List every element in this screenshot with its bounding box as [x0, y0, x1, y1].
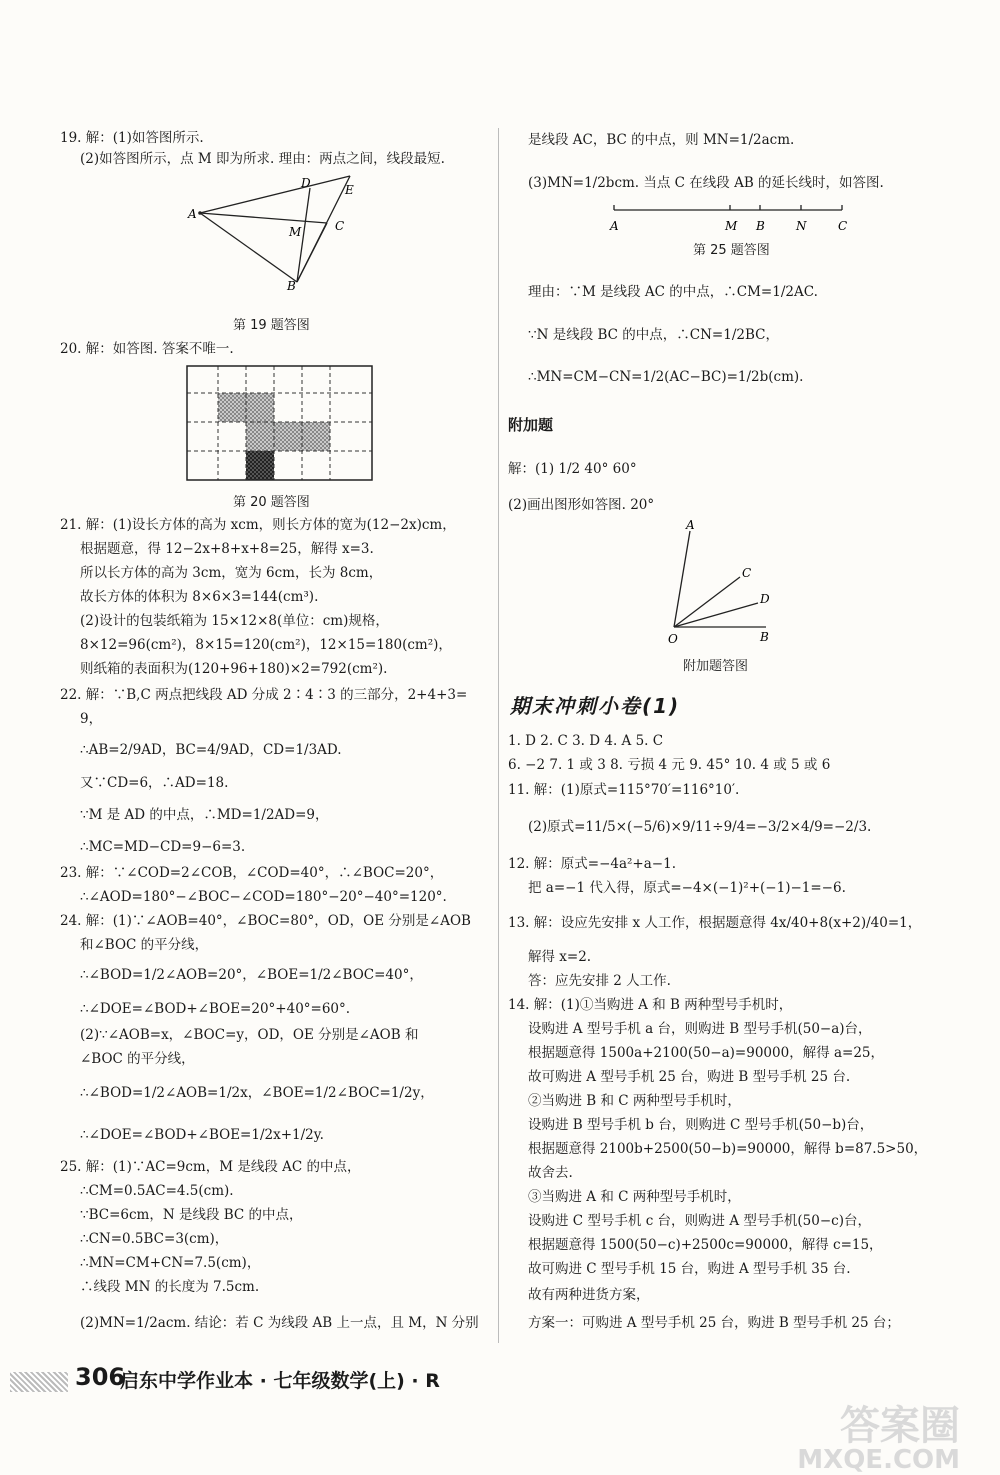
- q25-cont-line1: 是线段 AC，BC 的中点，则 MN=1/2acm.: [528, 132, 795, 148]
- q25-reason-line3: ∴MN=CM−CN=1/2(AC−BC)=1/2b(cm).: [528, 369, 804, 385]
- column-divider: [498, 128, 499, 1343]
- extra-question-title: 附加题: [508, 416, 554, 434]
- extra-label-C: C: [742, 566, 752, 580]
- q19-label-M: M: [289, 225, 302, 239]
- q25-line6: ∴线段 MN 的长度为 7.5cm.: [80, 1279, 260, 1295]
- extra-figure: [660, 515, 780, 650]
- q13-line2: 解得 x=2.: [528, 949, 592, 965]
- q22-line5: ∵M 是 AD 的中点，∴MD=1/2AD=9，: [80, 807, 329, 823]
- q24-line1: 24. 解：(1)∵∠AOB=40°，∠BOC=80°，OD，OE 分别是∠AOB: [60, 913, 471, 929]
- q19-caption: 第 19 题答图: [233, 318, 310, 333]
- q21-line1: 21. 解：(1)设长方体的高为 xcm，则长方体的宽为(12−2x)cm，: [60, 517, 456, 533]
- q24-line8: ∴∠DOE=∠BOD+∠BOE=1/2x+1/2y.: [80, 1127, 324, 1143]
- q25-figure: [600, 200, 860, 236]
- q22-line6: ∴MC=MD−CD=9−6=3.: [80, 839, 246, 855]
- q19-label-C: C: [335, 219, 345, 233]
- q14-line13: 故有两种进货方案，: [528, 1287, 650, 1303]
- extra-caption: 附加题答图: [683, 659, 749, 674]
- q11-line1: 11. 解：(1)原式=115°70′=116°10′.: [508, 782, 740, 798]
- q25-reason-line2: ∵N 是线段 BC 的中点，∴CN=1/2BC，: [528, 327, 779, 343]
- q24-line4: ∴∠DOE=∠BOD+∠BOE=20°+40°=60°.: [80, 1001, 351, 1017]
- q21-line4: 故长方体的体积为 8×6×3=144(cm³).: [80, 589, 319, 605]
- footer-pattern: [10, 1372, 68, 1392]
- q25-line5: ∴MN=CM+CN=7.5(cm)，: [80, 1255, 261, 1271]
- q12-line1: 12. 解：原式=−4a²+a−1.: [508, 856, 676, 872]
- q21-line5: (2)设计的包装纸箱为 15×12×8(单位：cm)规格，: [80, 613, 389, 629]
- q22-line4: 又∵CD=6，∴AD=18.: [80, 775, 229, 791]
- q13-line1: 13. 解：设应先安排 x 人工作，根据题意得 4x/40+8(x+2)/40=1，: [508, 915, 922, 931]
- q22-line3: ∴AB=2/9AD，BC=4/9AD，CD=1/3AD.: [80, 742, 342, 758]
- extra-label-A: A: [686, 518, 695, 532]
- section-title: 期末冲刺小卷(1): [510, 694, 681, 718]
- q25-line4: ∴CN=0.5BC=3(cm)，: [80, 1231, 229, 1247]
- q12-line2: 把 a=−1 代入得，原式=−4×(−1)²+(−1)−1=−6.: [528, 880, 846, 896]
- q25-label-M: M: [725, 219, 738, 233]
- q14-line11: 根据题意得 1500(50−c)+2500c=90000，解得 c=15，: [528, 1237, 883, 1253]
- extra-label-D: D: [760, 592, 770, 606]
- q14-line4: 故可购进 A 型号手机 25 台，购进 B 型号手机 25 台.: [528, 1069, 851, 1085]
- q25-line3: ∵BC=6cm，N 是线段 BC 的中点，: [80, 1207, 303, 1223]
- q19-figure: [185, 170, 375, 295]
- q19-label-D: D: [301, 176, 311, 190]
- q20-caption: 第 20 题答图: [233, 495, 310, 510]
- q25-label-C: C: [838, 219, 848, 233]
- q25-label-A: A: [610, 219, 619, 233]
- page-number: 306: [75, 1363, 126, 1391]
- q25-cont-line2: (3)MN=1/2bcm. 当点 C 在线段 AB 的延长线时，如答图.: [528, 175, 884, 191]
- q23-line1: 23. 解：∵∠COD=2∠COB，∠COD=40°，∴∠BOC=20°，: [60, 865, 444, 881]
- q14-line5: ②当购进 B 和 C 两种型号手机时，: [528, 1093, 741, 1109]
- extra-label-B: B: [760, 630, 769, 644]
- q25-label-N: N: [796, 219, 807, 233]
- q14-line3: 根据题意得 1500a+2100(50−a)=90000，解得 a=25，: [528, 1045, 885, 1061]
- q13-line3: 答：应先安排 2 人工作.: [528, 973, 671, 989]
- q19-label-B: B: [287, 279, 296, 293]
- footer-title: 启东中学作业本 · 七年级数学(上) · R: [120, 1370, 440, 1392]
- q23-line2: ∴∠AOD=180°−∠BOC−∠COD=180°−20°−40°=120°.: [80, 889, 447, 905]
- q25-line1: 25. 解：(1)∵AC=9cm，M 是线段 AC 的中点，: [60, 1159, 361, 1175]
- q21-line3: 所以长方体的高为 3cm，宽为 6cm，长为 8cm，: [80, 565, 383, 581]
- q25-line7: (2)MN=1/2acm. 结论：若 C 为线段 AB 上一点，且 M，N 分别: [80, 1315, 479, 1331]
- q25-line2: ∴CM=0.5AC=4.5(cm).: [80, 1183, 234, 1199]
- q19-label-A: A: [188, 207, 197, 221]
- q14-line14: 方案一：可购进 A 型号手机 25 台，购进 B 型号手机 25 台；: [528, 1315, 900, 1331]
- q19-line1: 19. 解：(1)如答图所示.: [60, 130, 204, 146]
- watermark-url: MXQE.COM: [797, 1445, 960, 1475]
- q25-caption: 第 25 题答图: [693, 243, 770, 258]
- q24-line2: 和∠BOC 的平分线，: [80, 937, 209, 953]
- answers-line2: 6. −2 7. 1 或 3 8. 亏损 4 元 9. 45° 10. 4 或 5 或 6: [508, 757, 831, 773]
- q14-line1: 14. 解：(1)①当购进 A 和 B 两种型号手机时，: [508, 997, 793, 1013]
- q24-line7: ∴∠BOD=1/2∠AOB=1/2x，∠BOE=1/2∠BOC=1/2y，: [80, 1085, 434, 1101]
- q24-line6: ∠BOC 的平分线，: [80, 1051, 195, 1067]
- q22-line2: 9，: [80, 711, 103, 727]
- q14-line6: 设购进 B 型号手机 b 台，则购进 C 型号手机(50−b)台，: [528, 1117, 874, 1133]
- q22-line1: 22. 解：∵B,C 两点把线段 AD 分成 2∶4∶3 的三部分，2+4+3=: [60, 687, 468, 703]
- answers-line1: 1. D 2. C 3. D 4. A 5. C: [508, 733, 664, 749]
- q14-line10: 设购进 C 型号手机 c 台，则购进 A 型号手机(50−c)台，: [528, 1213, 871, 1229]
- q20-grid-figure: [186, 365, 376, 483]
- extra-line1: 解：(1) 1/2 40° 60°: [508, 461, 637, 477]
- q11-line2: (2)原式=11/5×(−5/6)×9/11÷9/4=−3/2×4/9=−2/3.: [528, 819, 872, 835]
- q14-line2: 设购进 A 型号手机 a 台，则购进 B 型号手机(50−a)台，: [528, 1021, 872, 1037]
- q14-line8: 故舍去.: [528, 1165, 573, 1181]
- q19-line2: (2)如答图所示，点 M 即为所求. 理由：两点之间，线段最短.: [80, 151, 445, 167]
- q21-line7: 则纸箱的表面积为(120+96+180)×2=792(cm²).: [80, 661, 388, 677]
- q14-line7: 根据题意得 2100b+2500(50−b)=90000，解得 b=87.5>50，: [528, 1141, 928, 1157]
- q20-line: 20. 解：如答图. 答案不唯一.: [60, 341, 234, 357]
- q25-label-B: B: [756, 219, 765, 233]
- extra-label-O: O: [668, 632, 678, 646]
- q21-line2: 根据题意，得 12−2x+8+x+8=25，解得 x=3.: [80, 541, 374, 557]
- q25-reason-line1: 理由：∵M 是线段 AC 的中点，∴CM=1/2AC.: [528, 284, 818, 300]
- q24-line3: ∴∠BOD=1/2∠AOB=20°，∠BOE=1/2∠BOC=40°，: [80, 967, 423, 983]
- q19-label-E: E: [345, 183, 354, 197]
- q14-line12: 故可购进 C 型号手机 15 台，购进 A 型号手机 35 台.: [528, 1261, 851, 1277]
- q14-line9: ③当购进 A 和 C 两种型号手机时，: [528, 1189, 741, 1205]
- q24-line5: (2)∵∠AOB=x，∠BOC=y，OD，OE 分别是∠AOB 和: [80, 1027, 419, 1043]
- watermark-logo: 答案圈: [840, 1403, 960, 1449]
- extra-line2: (2)画出图形如答图. 20°: [508, 497, 655, 513]
- q21-line6: 8×12=96(cm²)，8×15=120(cm²)，12×15=180(cm²)，: [80, 637, 452, 653]
